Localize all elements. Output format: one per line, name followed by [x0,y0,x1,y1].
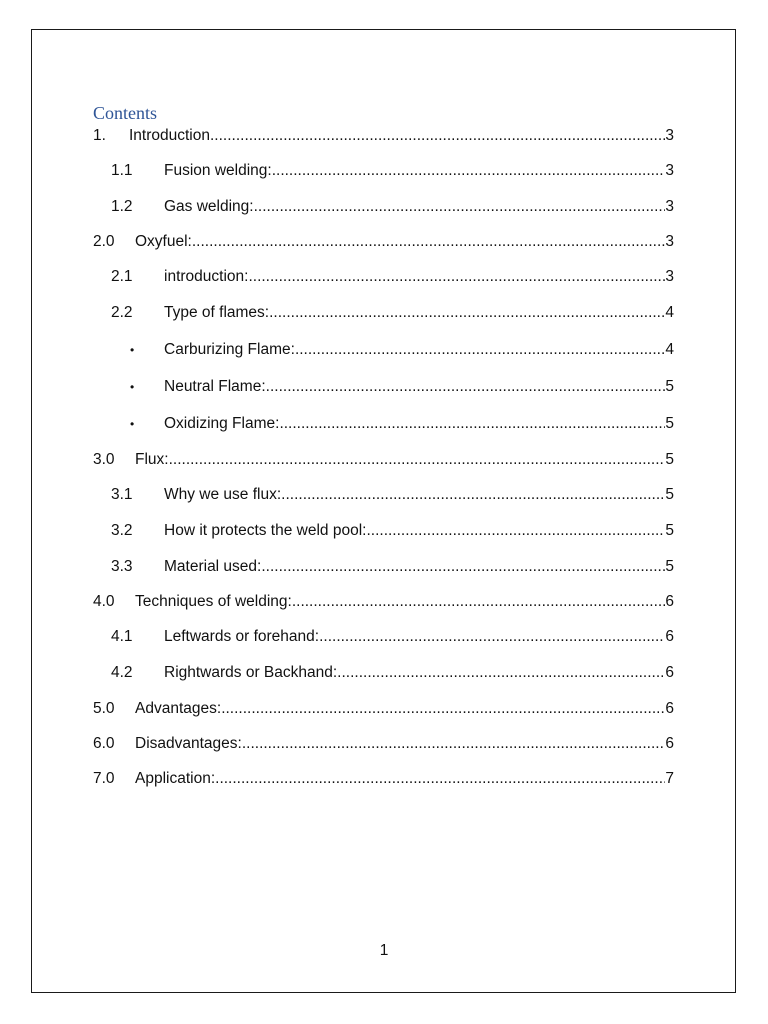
toc-entry-number: 4.1 [111,628,133,645]
toc-entry-oxyfuel-introduction[interactable] [93,267,674,287]
toc-entry-text [164,627,674,647]
toc-dot-leader [261,557,665,577]
toc-dot-leader [221,699,665,719]
toc-entry-label: Oxyfuel: [135,233,192,250]
toc-entry-text [164,414,674,434]
toc-entry-text [135,232,674,252]
toc-dot-leader [366,521,665,541]
toc-entry-page: 3 [665,127,674,144]
toc-entry-flux[interactable] [93,450,674,470]
toc-entry-label: Application: [135,770,216,787]
toc-entry-material-used[interactable] [93,557,674,577]
toc-entry-number: 7.0 [93,770,115,787]
toc-entry-introduction[interactable] [93,126,674,146]
toc-entry-text [164,377,674,397]
toc-entry-text [164,485,674,505]
toc-entry-application[interactable] [93,769,674,789]
toc-entry-disadvantages[interactable] [93,734,674,754]
toc-dot-leader [269,303,665,323]
toc-entry-why-we-use-flux[interactable] [93,485,674,505]
toc-entry-text [164,521,674,541]
toc-entry-label: Type of flames: [164,304,270,321]
toc-entry-page: 5 [665,558,674,575]
toc-entry-label: introduction: [164,268,249,285]
toc-entry-label: How it protects the weld pool: [164,522,367,539]
toc-dot-leader [215,769,665,789]
toc-entry-text [164,557,674,577]
toc-entry-rightwards-backhand[interactable] [93,663,674,683]
toc-dot-leader [272,161,666,181]
toc-entry-neutral-flame[interactable] [93,377,674,397]
toc-entry-page: 6 [665,593,674,610]
toc-entry-number: 1.2 [111,198,133,215]
toc-entry-page: 3 [665,162,674,179]
toc-entry-label: Neutral Flame: [164,378,266,395]
toc-entry-number: 3.3 [111,558,133,575]
toc-entry-text [164,303,674,323]
toc-entry-text [135,450,674,470]
toc-entry-number: 3.0 [93,451,115,468]
toc-entry-label: Fusion welding: [164,162,272,179]
toc-entry-carburizing-flame[interactable] [93,340,674,360]
toc-entry-text [135,592,674,612]
toc-entry-label: Disadvantages: [135,735,242,752]
toc-entry-page: 3 [665,233,674,250]
toc-entry-page: 4 [665,341,674,358]
toc-title: Contents [93,103,158,123]
toc-entry-page: 5 [665,378,674,395]
toc-entry-number: 6.0 [93,735,115,752]
toc-entry-label: Gas welding: [164,198,254,215]
toc-entry-number: 1.1 [111,162,133,179]
toc-entry-page: 5 [665,415,674,432]
toc-entry-protects-weld-pool[interactable] [93,521,674,541]
toc-entry-leftwards-forehand[interactable] [93,627,674,647]
toc-entry-number: 4.0 [93,593,115,610]
toc-entry-text [164,267,674,287]
toc-entry-advantages[interactable] [93,699,674,719]
toc-dot-leader [295,340,665,360]
toc-dot-leader [292,592,666,612]
toc-dot-leader [319,627,665,647]
toc-entry-label: Flux: [135,451,169,468]
bullet-icon: • [130,380,135,394]
toc-entry-page: 6 [665,664,674,681]
toc-entry-number: 5.0 [93,700,115,717]
toc-entry-page: 4 [665,304,674,321]
toc-dot-leader [242,734,666,754]
toc-entry-text [164,663,674,683]
toc-entry-text [135,734,674,754]
toc-entry-label: Introduction [129,127,210,144]
toc-entry-label: Leftwards or forehand: [164,628,320,645]
toc-entry-label: Techniques of welding: [135,593,292,610]
toc-dot-leader [266,377,666,397]
toc-entry-text [164,161,674,181]
bullet-icon: • [130,343,135,357]
toc-dot-leader [254,197,666,217]
toc-entry-number: 2.1 [111,268,133,285]
toc-entry-label: Material used: [164,558,262,575]
toc-entry-type-of-flames[interactable] [93,303,674,323]
toc-entry-page: 5 [665,522,674,539]
toc-dot-leader [279,414,665,434]
toc-entry-label: Rightwards or Backhand: [164,664,338,681]
toc-entry-text [164,340,674,360]
toc-entry-number: 4.2 [111,664,133,681]
toc-entry-label: Why we use flux: [164,486,282,503]
toc-dot-leader [248,267,665,287]
toc-dot-leader [281,485,665,505]
toc-dot-leader [192,232,666,252]
toc-entry-label: Oxidizing Flame: [164,415,280,432]
toc-entry-text [135,769,674,789]
toc-entry-page: 6 [665,628,674,645]
toc-entry-label: Advantages: [135,700,222,717]
toc-entry-number: 3.2 [111,522,133,539]
toc-entry-page: 3 [665,268,674,285]
toc-entry-gas-welding[interactable] [93,197,674,217]
toc-dot-leader [169,450,666,470]
toc-entry-oxidizing-flame[interactable] [93,414,674,434]
toc-entry-text [135,699,674,719]
toc-entry-page: 5 [665,451,674,468]
toc-entry-page: 5 [665,486,674,503]
toc-entry-number: 2.2 [111,304,133,321]
toc-entry-page: 6 [665,700,674,717]
toc-entry-page: 7 [665,770,674,787]
toc-entry-number: 2.0 [93,233,115,250]
toc-entry-number: 1. [93,127,106,144]
page-number: 1 [379,942,389,959]
toc-entry-text [164,197,674,217]
toc-entry-text [129,126,674,146]
toc-entry-techniques-of-welding[interactable] [93,592,674,612]
toc-entry-number: 3.1 [111,486,133,503]
toc-entry-page: 3 [665,198,674,215]
toc-dot-leader [210,126,665,146]
toc-entry-label: Carburizing Flame: [164,341,295,358]
toc-entry-fusion-welding[interactable] [93,161,674,181]
bullet-icon: • [130,417,135,431]
toc-entry-oxyfuel[interactable] [93,232,674,252]
toc-dot-leader [337,663,665,683]
toc-entry-page: 6 [665,735,674,752]
